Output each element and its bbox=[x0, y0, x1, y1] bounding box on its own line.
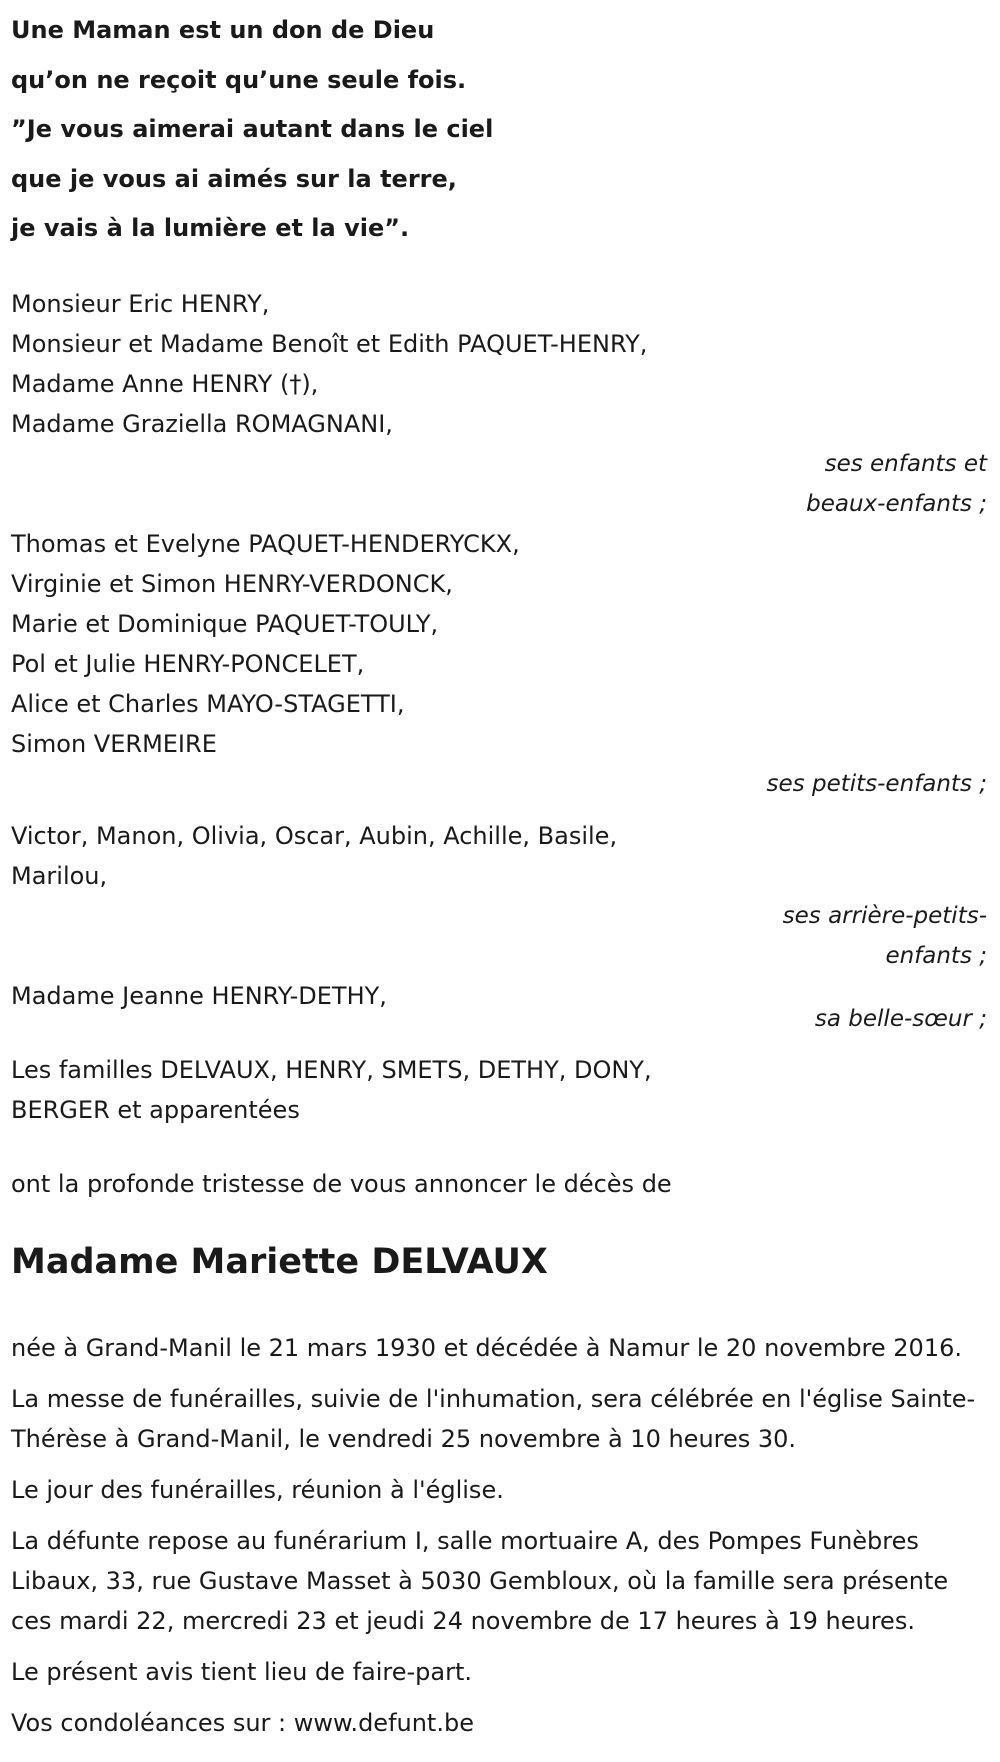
spacer bbox=[11, 1130, 989, 1164]
spacer bbox=[11, 1692, 989, 1703]
condolences-text: Vos condoléances sur : www.defunt.be bbox=[11, 1708, 474, 1737]
family-member: Monsieur Eric HENRY, bbox=[11, 289, 270, 318]
families-list bbox=[11, 1050, 989, 1130]
family-member: Alice et Charles MAYO-STAGETTI, bbox=[11, 689, 405, 718]
family-member: Madame Jeanne HENRY-DETHY, bbox=[11, 981, 387, 1010]
poem-line: qu’on ne reçoit qu’une seule fois. bbox=[11, 65, 467, 94]
poem-line: je vais à la lumière et la vie”. bbox=[11, 214, 410, 242]
family-member: Madame Graziella ROMAGNANI, bbox=[11, 409, 393, 438]
funeral-mass-text: La messe de funérailles, suivie de l'inhumation, sera célébrée en l'église Sainte-Thérèse à Grand-Manil, le vendredi 25 novembre à 10 heures 30. bbox=[11, 1384, 976, 1453]
role-line: ses arrière-petits- bbox=[782, 902, 987, 929]
meeting-text: Le jour des funérailles, réunion à l'église. bbox=[11, 1475, 504, 1504]
spacer bbox=[11, 1039, 989, 1050]
family-member: Pol et Julie HENRY-PONCELET, bbox=[11, 649, 365, 678]
role-line: beaux-enfants ; bbox=[806, 490, 987, 517]
family-member: BERGER et apparentées bbox=[11, 1095, 300, 1124]
poem-line: que je vous ai aimés sur la terre, bbox=[11, 164, 457, 193]
family-member: Les familles DELVAUX, HENRY, SMETS, DETHY, DONY, bbox=[11, 1055, 652, 1084]
great-grandchildren-list bbox=[11, 816, 989, 896]
spacer bbox=[11, 1641, 989, 1652]
resting-place-text: La défunte repose au funérarium I, salle mortuaire A, des Pompes Funèbres Libaux, 33, rue Gustave Masset à 5030 Gembloux, où la famille sera présente ces mardi 22, mercredi 23 et jeudi 24 novembre de 17 heures à 19 heures. bbox=[11, 1526, 949, 1635]
notice-text: Le présent avis tient lieu de faire-part. bbox=[11, 1657, 473, 1686]
spacer bbox=[11, 1204, 989, 1238]
poem bbox=[11, 0, 989, 254]
family-member: Marilou, bbox=[11, 861, 108, 890]
poem-line: Une Maman est un don de Dieu bbox=[11, 16, 435, 44]
family-member: Marie et Dominique PAQUET-TOULY, bbox=[11, 609, 439, 638]
role-line: ses enfants et bbox=[824, 450, 987, 477]
great-grandchildren-role bbox=[11, 896, 989, 976]
deceased-name: Madame Mariette DELVAUX bbox=[11, 1241, 548, 1282]
family-member: Simon VERMEIRE bbox=[11, 729, 217, 758]
children-role bbox=[11, 444, 989, 524]
spacer bbox=[11, 1286, 989, 1328]
grandchildren-list bbox=[11, 524, 989, 764]
family-member: Virginie et Simon HENRY-VERDONCK, bbox=[11, 569, 453, 598]
family-member: Madame Anne HENRY (†), bbox=[11, 369, 319, 398]
spacer bbox=[11, 1459, 989, 1470]
announcement-text: ont la profonde tristesse de vous annoncer le décès de bbox=[11, 1169, 672, 1198]
role-line: enfants ; bbox=[885, 942, 987, 969]
role-line: sa belle-sœur ; bbox=[814, 1005, 987, 1032]
role-line: ses petits-enfants ; bbox=[766, 770, 987, 797]
family-member: Monsieur et Madame Benoît et Edith PAQUET-HENRY, bbox=[11, 329, 648, 358]
family-member: Victor, Manon, Olivia, Oscar, Aubin, Achille, Basile, bbox=[11, 821, 618, 850]
poem-line: ”Je vous aimerai autant dans le ciel bbox=[11, 115, 494, 143]
spacer bbox=[11, 1510, 989, 1521]
grandchildren-role bbox=[11, 764, 989, 804]
spacer bbox=[11, 804, 989, 816]
spacer bbox=[11, 254, 989, 284]
spacer bbox=[11, 1368, 989, 1379]
family-member: Thomas et Evelyne PAQUET-HENDERYCKX, bbox=[11, 529, 520, 558]
children-list bbox=[11, 284, 989, 444]
birth-death-text: née à Grand-Manil le 21 mars 1930 et décédée à Namur le 20 novembre 2016. bbox=[11, 1333, 962, 1362]
